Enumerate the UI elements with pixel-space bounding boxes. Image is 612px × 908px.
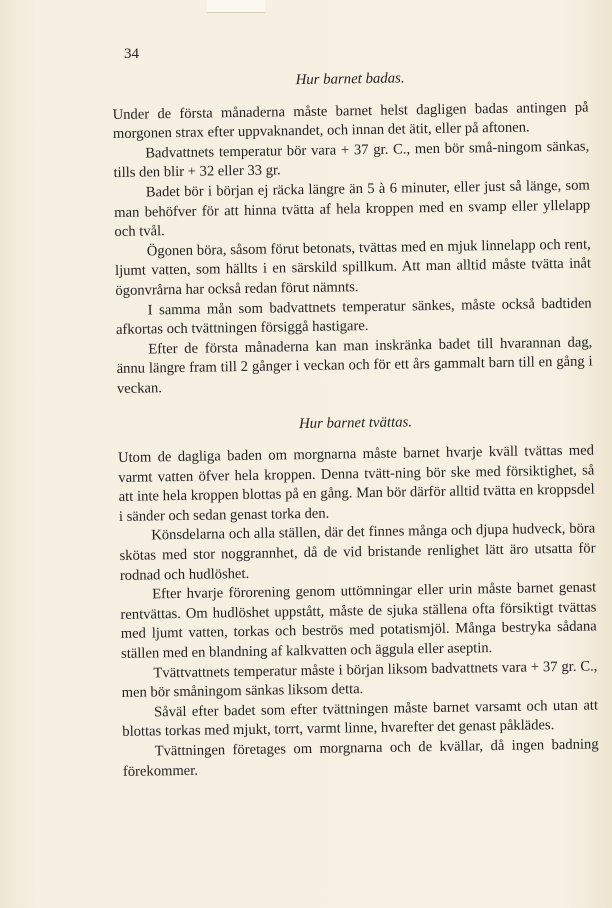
section-heading-wash: Hur barnet tvättas. <box>298 413 413 432</box>
page-number: 34 <box>124 46 139 62</box>
paragraph: Efter hvarje förorening genom uttömningar eller urin måste barnet genast rentvättas. Om hudlöshet uppstått, måste de sjuka ställena ofta försiktigt tvättas med ljumt vatten, torkas och beströs med potatismjöl. Många bestryka sådana ställen med en blandning af kalkvatten och äggula eller aseptin. <box>120 579 597 662</box>
paragraph: Ögonen böra, såsom förut betonats, tvättas med en mjuk linnelapp och rent, ljumt vatten, som hällts i en särskild spillkum. Att man alltid måste tvätta inåt ögonvrårna har också redan förut nämnts. <box>114 236 592 299</box>
paper-tab <box>207 0 265 13</box>
section-heading-bath: Hur barnet badas. <box>295 70 405 89</box>
paragraph: Tvättningen företages om morgnarna och de kvällar, då ingen badning förekommer. <box>122 736 599 780</box>
paragraph: Badvattnets temperatur bör vara + 37 gr. C., men bör små-ningom sänkas, tills den blir + 32 eller 33 gr. <box>113 138 590 182</box>
page-text <box>112 67 599 783</box>
paragraph: Under de första månaderna måste barnet helst dagligen badas antingen på morgonen strax efter uppvaknandet, och innan det ätit, eller på aftonen. <box>112 99 589 143</box>
paragraph: Badet bör i början ej räcka längre än 5 à 6 minuter, eller just så länge, som man behöfver för att hinna tvätta af hela kroppen med en svamp eller yllelapp och tvål. <box>114 177 591 241</box>
paragraph: Könsdelarna och alla ställen, där det finnes många och djupa hudveck, böra skötas med stor noggrannhet, då de vid bristande renlighet lätt äro utsatta för rodnad och hudlöshet. <box>119 520 596 584</box>
paragraph: I samma mån som badvattnets temperatur sänkes, måste också badtiden afkortas och tvättningen försiggå hastigare. <box>115 295 592 339</box>
paragraph: Utom de dagliga baden om morgnarna måste barnet hvarje kväll tvättas med varmt vatten öfver hela kroppen. Denna tvätt-ning bör ske med försiktighet, så att inte hela kroppen blottas på en gång. Man bör därför alltid tvätta en kroppsdel i sänder och sedan genast torka den. <box>117 442 595 525</box>
paragraph: Såväl efter badet som efter tvättningen måste barnet varsamt och utan att blottas torkas med mjukt, torrt, varmt linne, hvarefter det genast påklädes. <box>122 697 599 741</box>
paragraph: Tvättvattnets temperatur måste i början liksom badvattnets vara + 37 gr. C., men bör småningom sänkas liksom detta. <box>121 658 598 702</box>
paragraph: Efter de första månaderna kan man inskränka badet till hvarannan dag, ännu längre fram till 2 gånger i veckan och för ett års gammalt barn till en gång i veckan. <box>116 334 593 397</box>
